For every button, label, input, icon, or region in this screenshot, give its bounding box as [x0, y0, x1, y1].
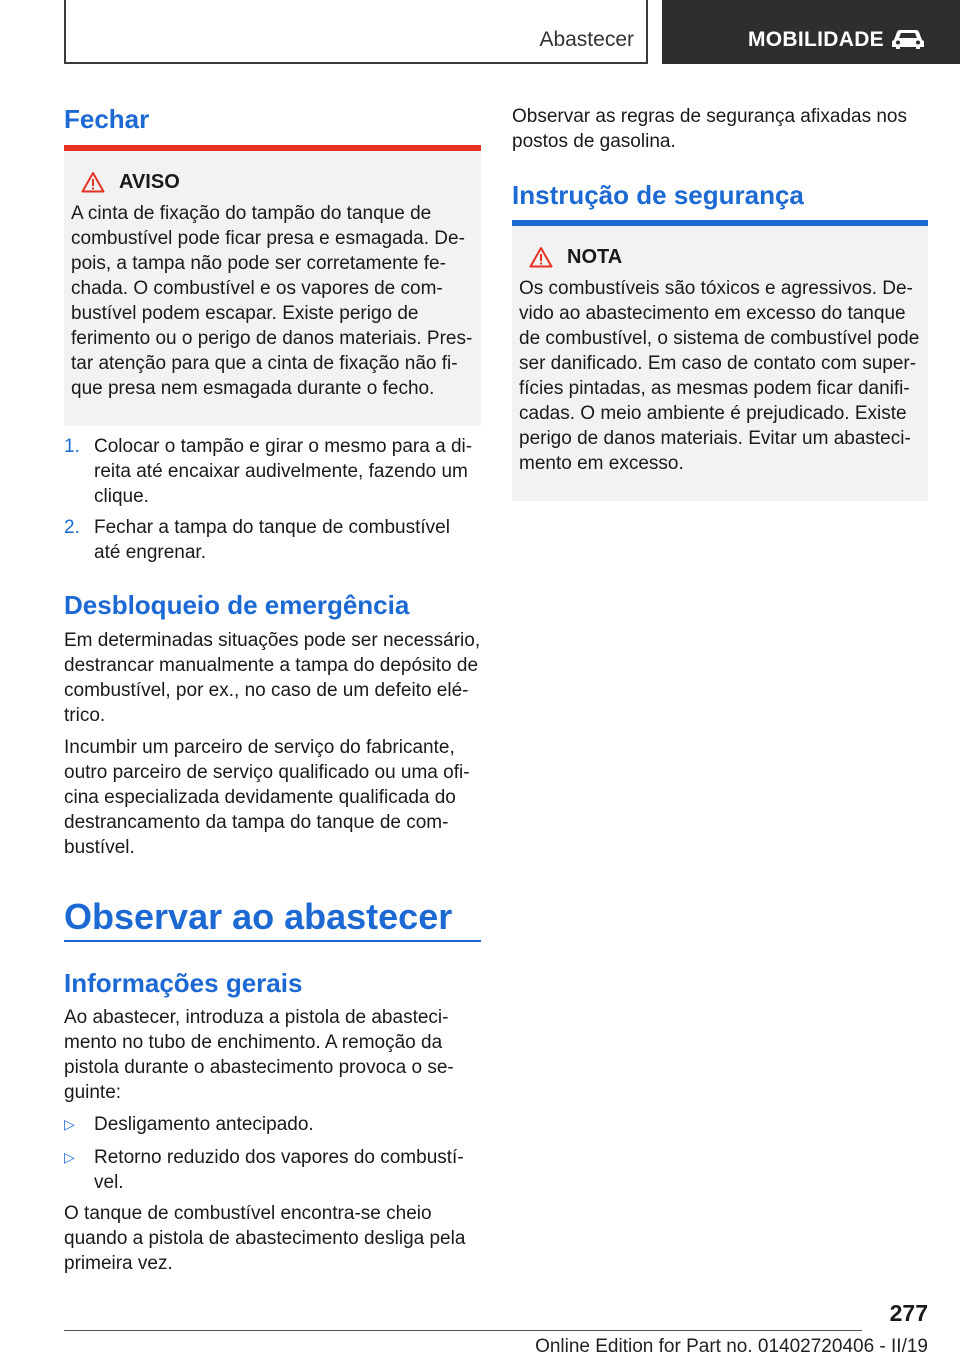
text-line: Em determinadas situações pode ser necessário,	[64, 630, 481, 651]
info-heading: Informações gerais	[64, 968, 303, 998]
steps-list	[64, 434, 481, 565]
aviso-header	[81, 167, 474, 197]
section-tab	[64, 0, 648, 64]
aviso-line: ferimento ou o perigo de danos materiais. Pres-	[71, 328, 473, 349]
nota-line: perigo de danos materiais. Evitar um abasteci-	[519, 428, 911, 449]
list-item	[64, 434, 481, 509]
aviso-text	[71, 201, 474, 401]
chapter-title: MOBILIDADE	[748, 28, 884, 51]
text-line: primeira vez.	[64, 1253, 173, 1274]
text-line: mento no tubo de enchimento. A remoção da	[64, 1032, 443, 1053]
footer-rule	[64, 1330, 862, 1331]
text-line: combustível, por ex., no caso de um defeito elé-	[64, 680, 469, 701]
page-number: 277	[889, 1300, 928, 1326]
desbloqueio-heading: Desbloqueio de emergência	[64, 590, 410, 620]
nota-line: fícies pintadas, as mesmas podem ficar danifi-	[519, 378, 910, 399]
bullet-list	[64, 1112, 481, 1195]
nota-line: cadas. O meio ambiente é prejudicado. Existe	[519, 403, 907, 424]
step-line: até engrenar.	[94, 542, 206, 563]
nota-header	[529, 242, 921, 272]
warning-icon	[529, 246, 553, 268]
nota-line: Os combustíveis são tóxicos e agressivos. De-	[519, 278, 913, 299]
instrucao-heading: Instrução de segurança	[512, 180, 804, 210]
aviso-line: combustível pode ficar presa e esmagada. De-	[71, 228, 465, 249]
nota-label: NOTA	[567, 245, 623, 268]
list-item	[64, 1145, 481, 1195]
desbloqueio-paragraph-2	[64, 735, 481, 860]
desbloqueio-paragraph-1	[64, 628, 481, 728]
info-paragraph-1	[64, 1005, 481, 1105]
nota-line: ser danificado. Em caso de contato com super-	[519, 353, 917, 374]
text-line: destrancar manualmente a tampa do depósito de	[64, 655, 479, 676]
aviso-line: bustível podem escapar. Existe perigo de	[71, 303, 419, 324]
bullet-marker: ▷	[64, 1116, 75, 1132]
bullet-line: vel.	[94, 1172, 124, 1193]
bullet-line: Desligamento antecipado.	[94, 1114, 314, 1135]
nota-line: de combustível, o sistema de combustível pode	[519, 328, 920, 349]
chapter-tab	[662, 0, 960, 64]
car-icon	[890, 26, 926, 50]
list-item	[64, 1112, 481, 1137]
list-item	[64, 515, 481, 565]
step-line: Colocar o tampão e girar o mesmo para a di-	[94, 436, 473, 457]
nota-line: vido ao abastecimento em excesso do tanque	[519, 303, 906, 324]
text-line: destrancamento da tampa do tanque de com-	[64, 812, 449, 833]
text-line: quando a pistola de abastecimento desliga pela	[64, 1228, 466, 1249]
aviso-line: pois, a tampa não pode ser corretamente fe-	[71, 253, 446, 274]
edition-text: Online Edition for Part no. 01402720406 - II/19	[535, 1336, 928, 1357]
text-line: postos de gasolina.	[512, 131, 676, 152]
nota-box	[512, 226, 928, 501]
warning-icon	[81, 171, 105, 193]
step-number: 2.	[64, 517, 80, 538]
bullet-line: Retorno reduzido dos vapores do combustí-	[94, 1147, 464, 1168]
section-rule	[64, 940, 481, 942]
section-title: Abastecer	[539, 28, 634, 51]
text-line: O tanque de combustível encontra-se cheio	[64, 1203, 432, 1224]
text-line: Observar as regras de segurança afixadas nos	[512, 106, 907, 127]
aviso-line: A cinta de fixação do tampão do tanque de	[71, 203, 432, 224]
nota-line: mento em excesso.	[519, 453, 684, 474]
aviso-line: tar atenção para que a cinta de fixação não fi-	[71, 353, 458, 374]
intro-paragraph	[512, 104, 928, 154]
text-line: Incumbir um parceiro de serviço do fabricante,	[64, 737, 455, 758]
text-line: guinte:	[64, 1082, 122, 1103]
nota-text	[519, 276, 921, 476]
text-line: bustível.	[64, 837, 135, 858]
text-line: outro parceiro de serviço qualificado ou uma ofi-	[64, 762, 470, 783]
info-paragraph-2	[64, 1201, 481, 1276]
text-line: Ao abastecer, introduza a pistola de abasteci-	[64, 1007, 449, 1028]
step-line: reita até encaixar audivelmente, fazendo um	[94, 461, 468, 482]
page-header	[0, 0, 960, 66]
aviso-box	[64, 151, 481, 426]
step-line: Fechar a tampa do tanque de combustível	[94, 517, 450, 538]
text-line: cina especializada devidamente qualificada do	[64, 787, 456, 808]
observar-heading: Observar ao abastecer	[64, 896, 453, 937]
aviso-label: AVISO	[119, 170, 180, 193]
bullet-marker: ▷	[64, 1149, 75, 1165]
text-line: pistola durante o abastecimento provoca o se-	[64, 1057, 454, 1078]
aviso-line: que presa nem esmagada durante o fecho.	[71, 378, 435, 399]
step-line: clique.	[94, 486, 149, 507]
step-number: 1.	[64, 436, 80, 457]
aviso-line: chada. O combustível e os vapores de com-	[71, 278, 443, 299]
text-line: trico.	[64, 705, 106, 726]
fechar-heading: Fechar	[64, 104, 150, 134]
